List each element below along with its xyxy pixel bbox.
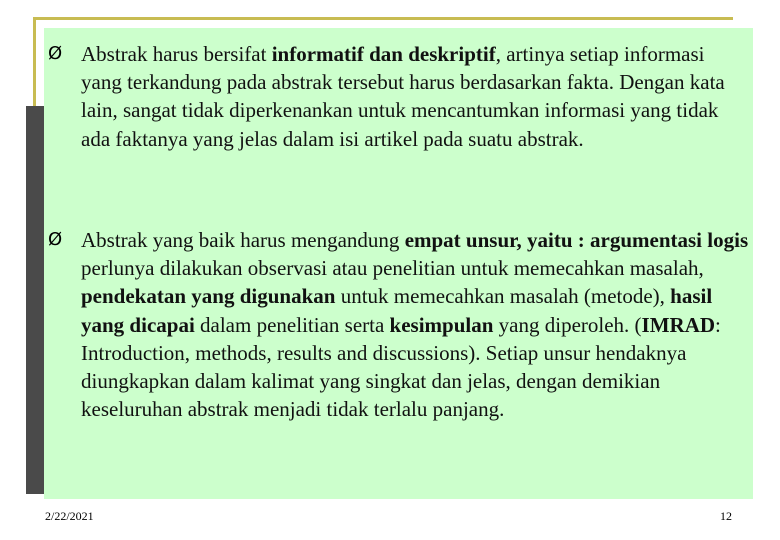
bullet-text-1: Abstrak harus bersifat informatif dan deskriptif, artinya setiap informasi yang terkandung pada abstrak tersebut harus berdasarkan fakta. Dengan kata lain, sangat tidak diperkenankan untuk mencantumkan informasi yang tidak ada faktanya yang jelas dalam isi artikel pada suatu abstrak. (81, 42, 725, 151)
footer-date: 2/22/2021 (45, 509, 94, 523)
side-accent-bar (26, 106, 44, 494)
arrow-bullet-icon: Ø (48, 43, 63, 64)
arrow-bullet-icon: Ø (48, 229, 63, 250)
frame-top-line (33, 17, 733, 20)
slide-content-box (44, 28, 753, 499)
page-number: 12 (720, 509, 732, 523)
bullet-text-2: Abstrak yang baik harus mengandung empat unsur, yaitu : argumentasi logis perlunya dilakukan observasi atau penelitian untuk memecahkan masalah, pendekatan yang digunakan untuk memecahkan masalah (metode), hasil yang dicapai dalam penelitian serta kesimpulan yang diperoleh. (IMRAD: Introduction, methods, results and discussions). Setiap unsur hendaknya diungkapkan dalam kalimat yang singkat dan jelas, dengan demikian keseluruhan abstrak menjadi tidak terlalu panjang. (81, 228, 749, 422)
